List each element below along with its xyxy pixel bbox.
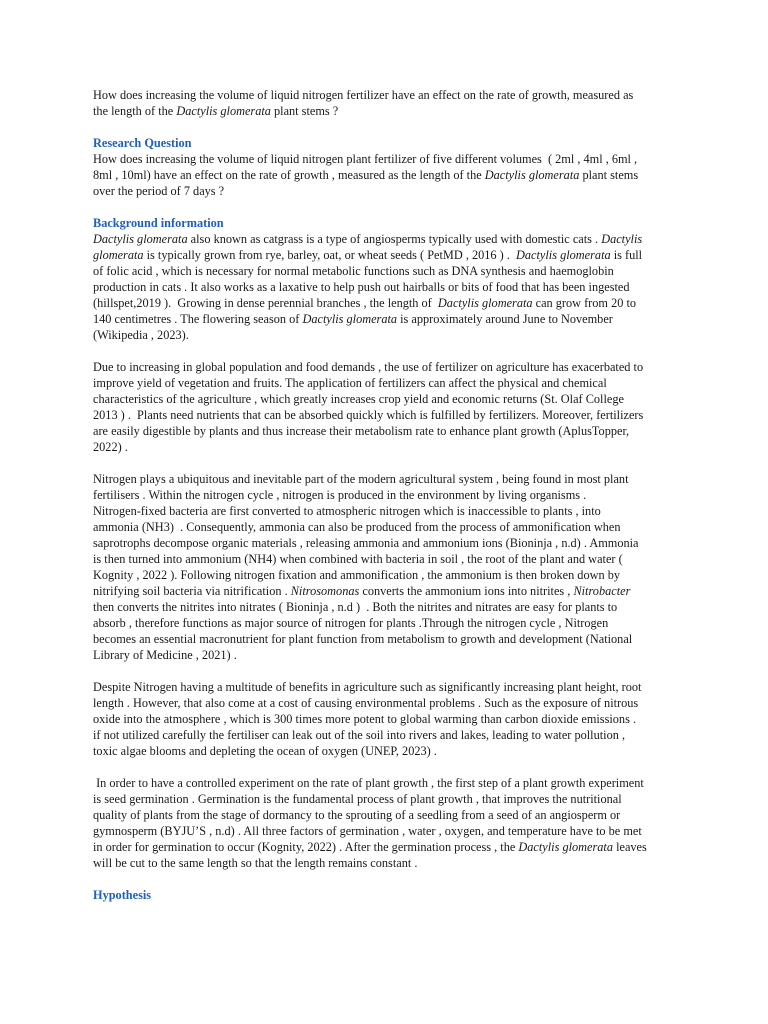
text-run: becomes an essential macronutrient for plant function from metabolism to growth and development (National <box>93 632 633 646</box>
italic-species-name: Dactylis glomerata <box>516 248 611 262</box>
text-run: 140 centimetres . The flowering season of <box>93 312 303 326</box>
text-run: is approximately around June to November <box>397 312 613 326</box>
document-body <box>93 87 688 903</box>
paragraph-spacer <box>93 455 688 471</box>
text-run: then converts the nitrites into nitrates ( Bioninja , n.d ) . Both the nitrites and nitrates are easy for plants to <box>93 600 618 614</box>
italic-species-name: Dactylis glomerata <box>302 312 398 326</box>
text-run: oxide into the atmosphere , which is 300 times more potent to global warming than carbon dioxide emissions . <box>93 712 637 726</box>
text-line <box>93 183 688 199</box>
text-line <box>93 711 688 727</box>
text-line <box>93 103 688 119</box>
text-line <box>93 615 688 631</box>
text-run: in order for germination to occur (Kognity, 2022) . After the germination process , the <box>93 840 519 854</box>
text-run: Kognity , 2022 ). Following nitrogen fixation and ammonification , the ammonium is then broken down by <box>93 568 620 582</box>
italic-species-name: Dactylis glomerata <box>437 296 533 310</box>
text-run: of folic acid , which is necessary for normal metabolic functions such as DNA synthesis and haemoglobin <box>93 264 614 278</box>
text-line <box>93 359 688 375</box>
text-run: plant stems ? <box>270 104 339 118</box>
text-line <box>93 535 688 551</box>
text-run: Nitrogen-fixed bacteria are first converted to atmospheric nitrogen which is inaccessible to plants , into <box>93 504 601 518</box>
text-line <box>93 503 688 519</box>
italic-species-name: Dactylis glomerata <box>93 232 188 246</box>
body-paragraph <box>93 231 688 343</box>
text-line <box>93 311 688 327</box>
paragraph-spacer <box>93 871 688 887</box>
text-run: is full <box>610 248 643 262</box>
text-run: also known as catgrass is a type of angiosperms typically used with domestic cats . <box>187 232 602 246</box>
text-run: leaves <box>613 840 647 854</box>
text-run: the length of the <box>93 104 177 118</box>
section-heading: Background information <box>93 216 224 230</box>
text-run: How does increasing the volume of liquid nitrogen fertilizer have an effect on the rate of growth, measured as <box>93 88 634 102</box>
paragraph-spacer <box>93 343 688 359</box>
paragraph-spacer <box>93 759 688 775</box>
section-heading: Hypothesis <box>93 888 152 902</box>
text-line <box>93 471 688 487</box>
text-line <box>93 839 688 855</box>
text-line <box>93 631 688 647</box>
text-run: 2022) . <box>93 440 128 454</box>
text-line <box>93 551 688 567</box>
text-run: saprotrophs decompose organic materials , releasing ammonia and ammonium ions (Bioninja , n.d) . Ammonia <box>93 536 639 550</box>
text-line <box>93 727 688 743</box>
text-run: length . However, that also come at a cost of causing environmental problems . Such as the exposure of nitrous <box>93 696 639 710</box>
text-run: improve yield of vegetation and fruits. The application of fertilizers can affect the physical and chemical <box>93 376 607 390</box>
text-run: plant stems <box>579 168 639 182</box>
text-line <box>93 247 688 263</box>
text-line <box>93 263 688 279</box>
text-line <box>93 327 688 343</box>
text-line <box>93 487 688 503</box>
text-run: Library of Medicine , 2021) . <box>93 648 237 662</box>
text-run: In order to have a controlled experiment on the rate of plant growth , the first step of a plant growth experiment <box>93 776 644 790</box>
text-run: (Wikipedia , 2023). <box>93 328 189 342</box>
text-line <box>93 423 688 439</box>
text-line <box>93 87 688 103</box>
text-line <box>93 279 688 295</box>
text-line <box>93 855 688 871</box>
italic-species-name: Dactylis glomerata <box>518 840 613 854</box>
text-line <box>93 775 688 791</box>
text-line <box>93 519 688 535</box>
text-line <box>93 791 688 807</box>
text-line <box>93 439 688 455</box>
text-line <box>93 679 688 695</box>
body-paragraph <box>93 471 688 663</box>
text-run: are easily digestible by plants and thus increase their metabolism rate to enhance plant growth (AplusTopper, <box>93 424 630 438</box>
text-run: if not utilized carefully the fertiliser can leak out of the soil into rivers and lakes, leading to water pollution , <box>93 728 626 742</box>
text-run: Despite Nitrogen having a multitude of benefits in agriculture such as significantly increasing plant height, root <box>93 680 642 694</box>
text-line <box>93 375 688 391</box>
text-run: 2013 ) . Plants need nutrients that can be absorbed quickly which is fulfilled by fertilizers. Moreover, fertilizers <box>93 408 644 422</box>
text-run: Nitrogen plays a ubiquitous and inevitable part of the modern agricultural system , being found in most plant <box>93 472 629 486</box>
body-paragraph <box>93 359 688 455</box>
text-line <box>93 807 688 823</box>
text-line <box>93 167 688 183</box>
text-run: 8ml , 10ml) have an effect on the rate of growth , measured as the length of the <box>93 168 485 182</box>
text-run: gymnosperm (BYJU’S , n.d) . All three factors of germination , water , oxygen, and temperature have to be met <box>93 824 642 838</box>
text-line <box>93 695 688 711</box>
text-run: is seed germination . Germination is the fundamental process of plant growth , that improves the nutritional <box>93 792 622 806</box>
body-paragraph <box>93 775 688 871</box>
text-line <box>93 151 688 167</box>
text-line <box>93 295 688 311</box>
text-line <box>93 743 688 759</box>
section-heading: Research Question <box>93 136 192 150</box>
text-run: over the period of 7 days ? <box>93 184 225 198</box>
italic-species-name: Dactylis glomerata <box>484 168 580 182</box>
text-run: will be cut to the same length so that the length remains constant . <box>93 856 418 870</box>
italic-species-name: Nitrobacter <box>573 584 631 598</box>
text-line <box>93 583 688 599</box>
paragraph-spacer <box>93 119 688 135</box>
text-run: production in cats . It also works as a laxative to help push out hairballs or bits of food that has been ingested <box>93 280 630 294</box>
text-run: (hillspet,2019 ). Growing in dense perennial branches , the length of <box>93 296 438 310</box>
paragraph-spacer <box>93 199 688 215</box>
text-line <box>93 391 688 407</box>
text-run: nitrifying soil bacteria via nitrification . <box>93 584 291 598</box>
body-paragraph <box>93 679 688 759</box>
intro-question <box>93 87 688 119</box>
italic-species-name: Dactylis <box>601 232 643 246</box>
text-run: How does increasing the volume of liquid nitrogen plant fertilizer of five different volumes ( 2ml , 4ml , 6ml , <box>93 152 638 166</box>
text-run: absorb , therefore functions as major source of nitrogen for plants .Through the nitrogen cycle , Nitrogen <box>93 616 609 630</box>
text-run: fertilisers . Within the nitrogen cycle , nitrogen is produced in the environment by living organisms . <box>93 488 587 502</box>
text-run: is typically grown from rye, barley, oat, or wheat seeds ( PetMD , 2016 ) . <box>143 248 517 262</box>
text-run: can grow from 20 to <box>532 296 637 310</box>
text-run: characteristics of the agriculture , which greatly increases crop yield and economic returns (St. Olaf College <box>93 392 624 406</box>
text-run: quality of plants from the stage of dormancy to the sprouting of a seedling from a seed of an angiosperm or <box>93 808 621 822</box>
text-run: toxic algae blooms and depleting the ocean of oxygen (UNEP, 2023) . <box>93 744 437 758</box>
text-run: ammonia (NH3) . Consequently, ammonia can also be produced from the process of ammonification when <box>93 520 621 534</box>
paragraph-spacer <box>93 663 688 679</box>
body-paragraph <box>93 151 688 199</box>
text-line <box>93 567 688 583</box>
text-line <box>93 231 688 247</box>
text-line <box>93 599 688 615</box>
text-line <box>93 823 688 839</box>
italic-species-name: Nitrosomonas <box>290 584 360 598</box>
text-run: Due to increasing in global population and food demands , the use of fertilizer on agriculture has exacerbated to <box>93 360 644 374</box>
italic-species-name: Dactylis glomerata <box>176 104 271 118</box>
text-run: converts the ammonium ions into nitrites , <box>359 584 574 598</box>
italic-species-name: glomerata <box>93 248 144 262</box>
text-run: is then turned into ammonium (NH4) when combined with bacteria in soil , the root of the plant and water ( <box>93 552 623 566</box>
text-line <box>93 647 688 663</box>
text-line <box>93 407 688 423</box>
